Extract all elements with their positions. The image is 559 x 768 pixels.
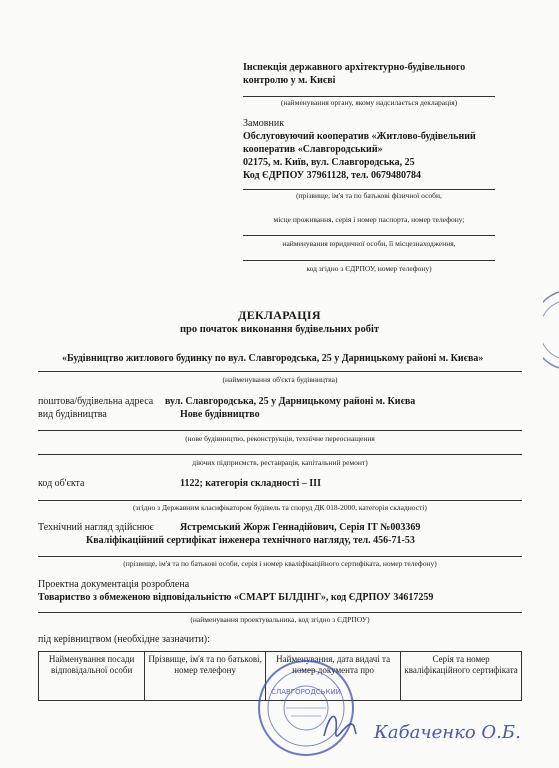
supervision-line (38, 556, 522, 557)
customer-caption3: найменування юридичної особи, її місцезнаходження, (282, 239, 456, 248)
customer-codes: Код ЄДРПОУ 37961128, тел. 0679480784 (243, 170, 422, 181)
table-header-position: Найменування посади відповідальної особи (39, 652, 145, 701)
customer-caption2: місце проживання, серія і номер паспорта, номер телефону; (273, 215, 465, 224)
object-name: «Будівництво житлового будинку по вул. Славгородська, 25 у Дарницькому районі м. Києва» (62, 353, 484, 364)
object-name-caption: (найменування об'єкта будівництва) (222, 375, 338, 384)
code-caption: (згідно з Державним класифікатором будівель та споруд ДК 018-2000, категорія складності) (133, 503, 427, 512)
address-value: вул. Славгородська, 25 у Дарницькому районі м. Києва (165, 396, 416, 407)
supervision-label: Технічний нагляд здійснює (38, 522, 154, 533)
address-label: поштова/будівельна адреса (38, 396, 154, 407)
type-line2 (38, 454, 522, 455)
design-value: Товариство з обмеженою відповідальністю «СМАРТ БІЛДІНГ», код ЄДРПОУ 34617259 (38, 592, 434, 603)
code-label: код об'єкта (38, 478, 85, 489)
customer-line2 (243, 235, 495, 236)
addressee-org-line1: Інспекція державного архітектурно-будівельного (243, 62, 466, 73)
supervision-value: Ястремський Жорж Геннадійович, Серія ІТ №003369 (180, 522, 421, 533)
table-header-name: Прізвище, ім'я та по батькові, номер телефону (145, 652, 266, 701)
type-label: вид будівництва (38, 409, 107, 420)
edge-stamp-icon (543, 290, 559, 370)
customer-heading: Замовник (243, 118, 285, 129)
type-value: Нове будівництво (180, 409, 260, 420)
signature-text: Кабаченко О.Б. (374, 722, 521, 743)
supervision-caption: (прізвище, ім'я та по батькові особи, серія і номер кваліфікаційного сертифіката, номер телефону) (123, 559, 437, 568)
leadership-label: під керівництвом (необхідне зазначити): (38, 634, 210, 645)
customer-caption1: (прізвище, ім'я та по батькові фізичної особи, (296, 191, 442, 200)
table-header-document: Найменування, дата видачі та номер документа про (266, 652, 401, 701)
code-value: 1122; категорія складності – ІІІ (180, 478, 321, 489)
customer-line3 (243, 260, 495, 261)
table-header-certificate: Серія та номер кваліфікаційного сертифіката (401, 652, 522, 701)
declaration-title: ДЕКЛАРАЦІЯ (238, 308, 321, 322)
customer-line1 (243, 189, 495, 190)
type-caption1: (нове будівництво, реконструкція, технічне переоснащення (185, 434, 375, 443)
customer-name-line2: кооператив «Славгородський» (243, 144, 383, 155)
type-caption2: діючих підприємств, реставрація, капітальний ремонт) (192, 458, 368, 467)
customer-name-line1: Обслуговуючий кооператив «Житлово-будівельний (243, 131, 476, 142)
supervision-cert: Кваліфікаційний сертифікат інженера технічного нагляду, тел. 456-71-53 (86, 535, 415, 546)
object-name-line (38, 371, 522, 372)
design-caption: (найменування проектувальника, код згідно з ЄДРПОУ) (190, 615, 370, 624)
addressee-underline (243, 96, 495, 97)
addressee-org-line2: контролю у м. Києві (243, 75, 336, 86)
code-line (38, 500, 522, 501)
design-label: Проектна документація розроблена (38, 579, 190, 590)
design-line (38, 612, 522, 613)
signature-mark-icon (320, 706, 360, 746)
declaration-subtitle: про початок виконання будівельних робіт (179, 324, 380, 335)
customer-caption4: код згідно з ЄДРПОУ, номер телефону) (306, 264, 432, 273)
customer-address: 02175, м. Київ, вул. Славгородська, 25 (243, 157, 415, 168)
type-line1 (38, 430, 522, 431)
stamp-text: СЛАВГОРОДСЬКИЙ (271, 688, 341, 696)
addressee-caption: (найменування органу, якому надсилається декларація) (280, 98, 458, 107)
